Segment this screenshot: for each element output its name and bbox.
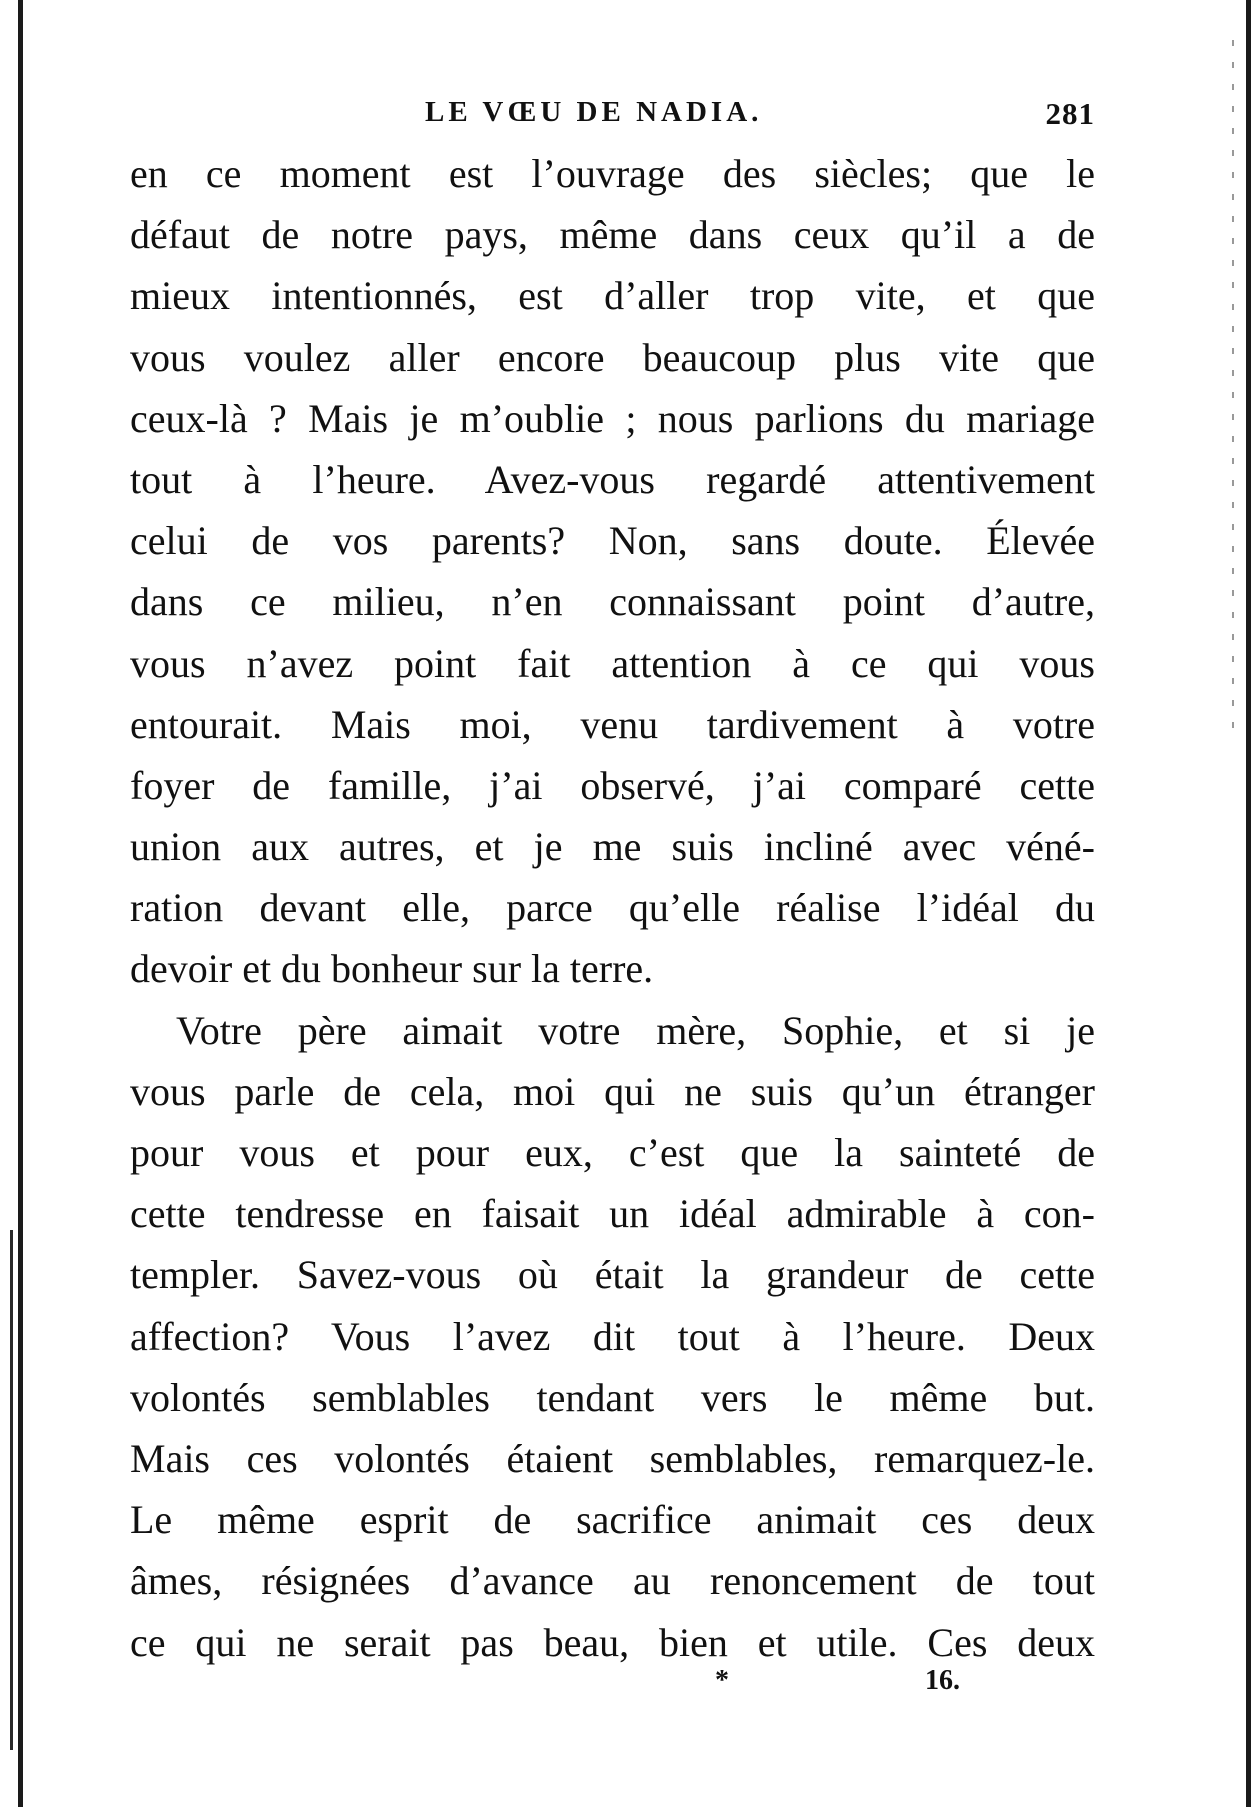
- printer-mark: *: [715, 1665, 729, 1696]
- text-line: templer. Savez-vous où était la grandeur de cette: [130, 1252, 1095, 1298]
- page-body: [130, 143, 1095, 1673]
- text-line: affection? Vous l’avez dit tout à l’heure. Deux: [130, 1313, 1095, 1359]
- page-left-edge: [18, 0, 23, 1807]
- text-line: pour vous et pour eux, c’est que la sainteté de: [130, 1130, 1095, 1175]
- text-line: Mais ces volontés étaient semblables, remarquez-le.: [130, 1435, 1095, 1481]
- text-line: âmes, résignées d’avance au renoncement de tout: [130, 1558, 1095, 1604]
- page-right-edge: [1246, 0, 1251, 1807]
- text-line: dans ce milieu, n’en connaissant point d’autre,: [130, 579, 1095, 625]
- text-line: volontés semblables tendant vers le même but.: [130, 1374, 1095, 1420]
- text-line: tout à l’heure. Avez-vous regardé attentivement: [130, 456, 1095, 502]
- text-line: foyer de famille, j’ai observé, j’ai comparé cette: [130, 762, 1095, 808]
- text-line: union aux autres, et je me suis incliné avec véné-: [130, 824, 1095, 870]
- text-line: défaut de notre pays, même dans ceux qu’il a de: [130, 212, 1095, 258]
- page-header: [130, 96, 1095, 140]
- text-line: ceux-là ? Mais je m’oublie ; nous parlions du mariage: [130, 395, 1095, 441]
- page-footer: [130, 1665, 1095, 1705]
- running-title: LE VŒU DE NADIA.: [425, 96, 763, 128]
- signature-mark: 16.: [925, 1665, 960, 1696]
- text-line: Votre père aimait votre mère, Sophie, et si je: [176, 1007, 1095, 1053]
- text-line: vous voulez aller encore beaucoup plus vite que: [130, 334, 1095, 380]
- text-line: Le même esprit de sacrifice animait ces deux: [130, 1497, 1095, 1543]
- text-line: vous parle de cela, moi qui ne suis qu’un étranger: [130, 1068, 1095, 1114]
- text-line: entourait. Mais moi, venu tardivement à votre: [130, 701, 1095, 747]
- text-line: cette tendresse en faisait un idéal admirable à con-: [130, 1191, 1095, 1237]
- text-line: devoir et du bonheur sur la terre.: [130, 946, 654, 992]
- text-line: mieux intentionnés, est d’aller trop vite, et que: [130, 273, 1095, 319]
- page-left-shadow: [10, 1230, 13, 1750]
- text-line: celui de vos parents? Non, sans doute. Élevée: [130, 518, 1095, 564]
- page-right-speckle: [1232, 40, 1234, 740]
- text-line: ce qui ne serait pas beau, bien et utile. Ces deux: [130, 1619, 1095, 1665]
- text-line: vous n’avez point fait attention à ce qui vous: [130, 640, 1095, 686]
- page-number: 281: [1045, 96, 1095, 131]
- text-line: en ce moment est l’ouvrage des siècles; que le: [130, 151, 1095, 196]
- text-line: ration devant elle, parce qu’elle réalise l’idéal du: [130, 885, 1095, 931]
